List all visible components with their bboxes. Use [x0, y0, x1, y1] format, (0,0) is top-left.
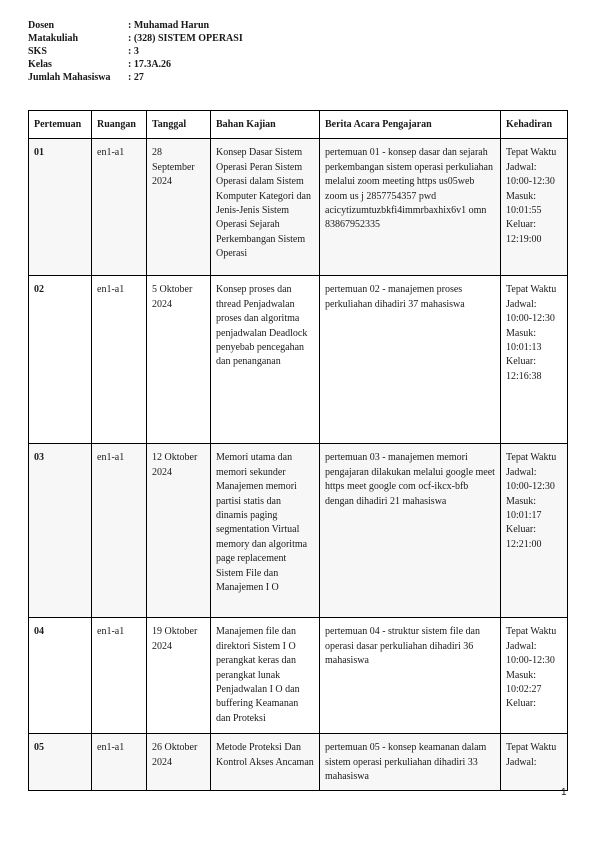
- bahan-kajian-cell: Manajemen file dan direktori Sistem I O perangkat keras dan perangkat lunak Penjadwalan I O dan buffering Keamanan dan Proteksi: [211, 618, 320, 734]
- kehadiran-cell: Tepat Waktu Jadwal: 10:00-12:30 Masuk: 10:02:27 Keluar:: [501, 618, 568, 734]
- pertemuan-cell: 05: [29, 734, 92, 790]
- bahan-kajian-cell: Metode Proteksi Dan Kontrol Akses Ancaman: [211, 734, 320, 790]
- column-header-kehadiran: Kehadiran: [501, 111, 568, 139]
- course-info-header: [28, 19, 243, 84]
- sks-value: : 3: [128, 46, 139, 57]
- table-row: [29, 444, 568, 618]
- table-header-row: [29, 111, 568, 139]
- tanggal-cell: 28 September 2024: [147, 139, 211, 276]
- matakuliah-row: [28, 32, 243, 45]
- table-row: [29, 139, 568, 276]
- kelas-label: Kelas: [28, 59, 52, 70]
- pertemuan-cell: 03: [29, 444, 92, 618]
- ruangan-cell: en1-a1: [92, 618, 147, 734]
- tanggal-cell: 5 Oktober 2024: [147, 276, 211, 444]
- sks-row: [28, 45, 243, 58]
- matakuliah-value: : (328) SISTEM OPERASI: [128, 33, 243, 44]
- bahan-kajian-cell: Konsep proses dan thread Penjadwalan proses dan algoritma penjadwalan Deadlock penyebab pencegahan dan penanganan: [211, 276, 320, 444]
- kelas-value: : 17.3A.26: [128, 59, 172, 70]
- kelas-row: [28, 58, 243, 71]
- ruangan-cell: en1-a1: [92, 444, 147, 618]
- table-row: [29, 618, 568, 734]
- column-header-berita-acara: Berita Acara Pengajaran: [320, 111, 501, 139]
- column-header-ruangan: Ruangan: [92, 111, 147, 139]
- ruangan-cell: en1-a1: [92, 276, 147, 444]
- table-row: [29, 734, 568, 790]
- column-header-tanggal: Tanggal: [147, 111, 211, 139]
- column-header-bahan-kajian: Bahan Kajian: [211, 111, 320, 139]
- jumlah-mahasiswa-row: [28, 71, 243, 84]
- pertemuan-cell: 02: [29, 276, 92, 444]
- kehadiran-cell: Tepat Waktu Jadwal: 10:00-12:30 Masuk: 10:01:55 Keluar: 12:19:00: [501, 139, 568, 276]
- berita-acara-cell: pertemuan 01 - konsep dasar dan sejarah perkembangan sistem operasi perkuliahan melalui zoom meeting https us05web zoom us j 2857754357 pwd acicytizumtuzbkfi4immrbaxhix6v1 omn 83867952335: [320, 139, 501, 276]
- berita-acara-cell: pertemuan 04 - struktur sistem file dan operasi dasar perkuliahan dihadiri 36 mahasiswa: [320, 618, 501, 734]
- page-number: 1: [561, 787, 567, 798]
- jumlah-mahasiswa-label: Jumlah Mahasiswa: [28, 72, 111, 83]
- dosen-label: Dosen: [28, 20, 55, 31]
- bahan-kajian-cell: Memori utama dan memori sekunder Manajemen memori partisi statis dan dinamis paging segmentation Virtual memory dan algoritma page replacement Sistem File dan Manajemen I O: [211, 444, 320, 618]
- pertemuan-cell: 01: [29, 139, 92, 276]
- column-header-pertemuan: Pertemuan: [29, 111, 92, 139]
- berita-acara-cell: pertemuan 02 - manajemen proses perkuliahan dihadiri 37 mahasiswa: [320, 276, 501, 444]
- tanggal-cell: 26 Oktober 2024: [147, 734, 211, 790]
- table-row: [29, 276, 568, 444]
- tanggal-cell: 19 Oktober 2024: [147, 618, 211, 734]
- ruangan-cell: en1-a1: [92, 734, 147, 790]
- kehadiran-cell: Tepat Waktu Jadwal: 10:00-12:30 Masuk: 10:01:17 Keluar: 12:21:00: [501, 444, 568, 618]
- sks-label: SKS: [28, 46, 47, 57]
- bahan-kajian-cell: Konsep Dasar Sistem Operasi Peran Sistem Operasi dalam Sistem Komputer Kategori dan Jenis-Jenis Sistem Operasi Sejarah Perkembangan Sistem Operasi: [211, 139, 320, 276]
- matakuliah-label: Matakuliah: [28, 33, 79, 44]
- ruangan-cell: en1-a1: [92, 139, 147, 276]
- berita-acara-cell: pertemuan 05 - konsep keamanan dalam sistem operasi perkuliahan dihadiri 33 mahasiswa: [320, 734, 501, 790]
- dosen-row: [28, 19, 243, 32]
- dosen-value: : Muhamad Harun: [128, 20, 210, 31]
- berita-acara-cell: pertemuan 03 - manajemen memori pengajaran dilakukan melalui google meet https meet google com ocf-ikcx-bfb dengan dihadiri 21 mahasiswa: [320, 444, 501, 618]
- meeting-log-table: [28, 110, 568, 791]
- kehadiran-cell: Tepat Waktu Jadwal: 10:00-12:30 Masuk: 10:01:13 Keluar: 12:16:38: [501, 276, 568, 444]
- pertemuan-cell: 04: [29, 618, 92, 734]
- jumlah-mahasiswa-value: : 27: [128, 72, 144, 83]
- kehadiran-cell: Tepat Waktu Jadwal:: [501, 734, 568, 790]
- tanggal-cell: 12 Oktober 2024: [147, 444, 211, 618]
